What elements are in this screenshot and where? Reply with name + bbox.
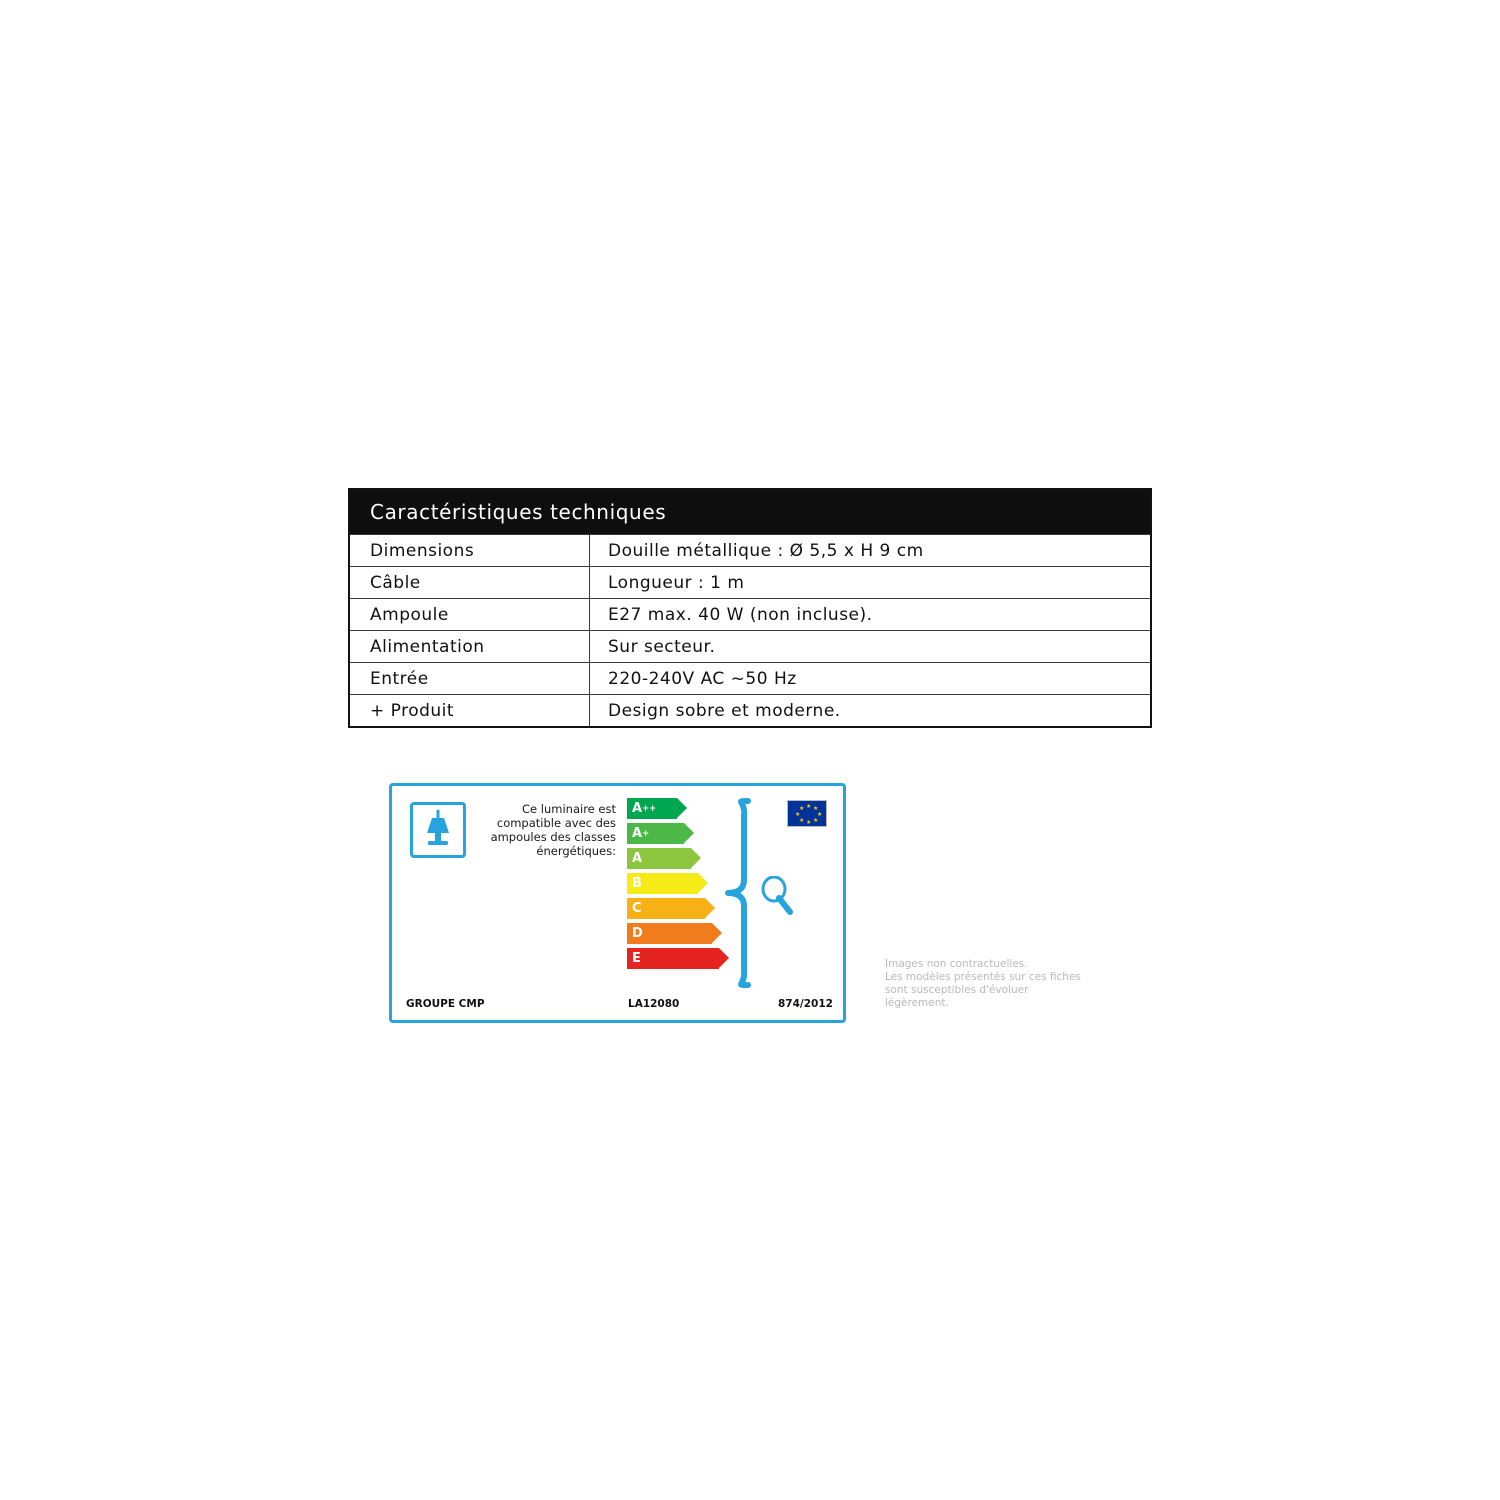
energy-class-bar [627,923,712,944]
spec-value-ampoule: E27 max. 40 W (non incluse). [608,604,873,625]
energy-class-bar [627,948,719,969]
spec-value-cable: Longueur : 1 m [608,572,745,593]
compat-line-2: compatible avec des [496,816,616,830]
eu-flag-icon: ★ ★ ★ ★ ★ ★ ★ ★ [787,800,827,827]
disclaimer-line-3: sont susceptibles d'évoluer légèrement. [885,984,1029,1009]
energy-class-letter: A [632,826,643,841]
spec-label-alimentation: Alimentation [350,631,590,662]
compat-line-3: ampoules des classes [490,830,616,844]
energy-class-bar [627,898,705,919]
spec-label-cable: Câble [350,567,590,598]
disclaimer-line-1: Images non contractuelles. [885,958,1028,970]
bulb-icon [760,876,794,916]
technical-specs-table [348,488,1152,728]
brace-icon [722,798,756,988]
energy-class-letter: A [632,801,643,816]
compat-line-1: Ce luminaire est [522,802,616,816]
energy-class-scale [627,798,723,973]
spec-value-entree: 220-240V AC ~50 Hz [608,668,797,689]
disclaimer-line-2: Les modèles présentés sur ces fiches [885,971,1081,983]
spec-label-plus-produit: + Produit [350,695,590,726]
energy-class-bar: A + [627,823,684,844]
energy-class-letter: E [632,951,641,966]
spec-value-plus-produit: Design sobre et moderne. [608,700,841,721]
brand-name: GROUPE CMP [406,998,485,1010]
table-row [350,598,1150,630]
energy-class-letter: A [632,851,643,866]
energy-class-bar [627,848,691,869]
energy-class-letter: C [632,901,642,916]
spec-label-ampoule: Ampoule [350,599,590,630]
table-row [350,662,1150,694]
spec-value-dimensions: Douille métallique : Ø 5,5 x H 9 cm [608,540,924,561]
energy-label-footer [392,998,843,1014]
energy-class-letter: B [632,876,642,891]
table-row [350,534,1150,566]
energy-class-letter: D [632,926,643,941]
energy-efficiency-label [389,783,846,1023]
energy-class-bar: A ++ [627,798,677,819]
spec-value-alimentation: Sur secteur. [608,636,716,657]
energy-class-bar [627,873,698,894]
compatibility-text [480,802,616,858]
spec-label-entree: Entrée [350,663,590,694]
specs-table-title: Caractéristiques techniques [350,490,1150,534]
regulation-number: 874/2012 [778,998,833,1010]
model-number: LA12080 [628,998,680,1010]
disclaimer-text [885,958,1085,1010]
spec-label-dimensions: Dimensions [350,535,590,566]
table-row [350,630,1150,662]
table-row [350,694,1150,726]
compat-line-4: énergétiques: [536,844,616,858]
table-row [350,566,1150,598]
lamp-icon [410,802,466,858]
